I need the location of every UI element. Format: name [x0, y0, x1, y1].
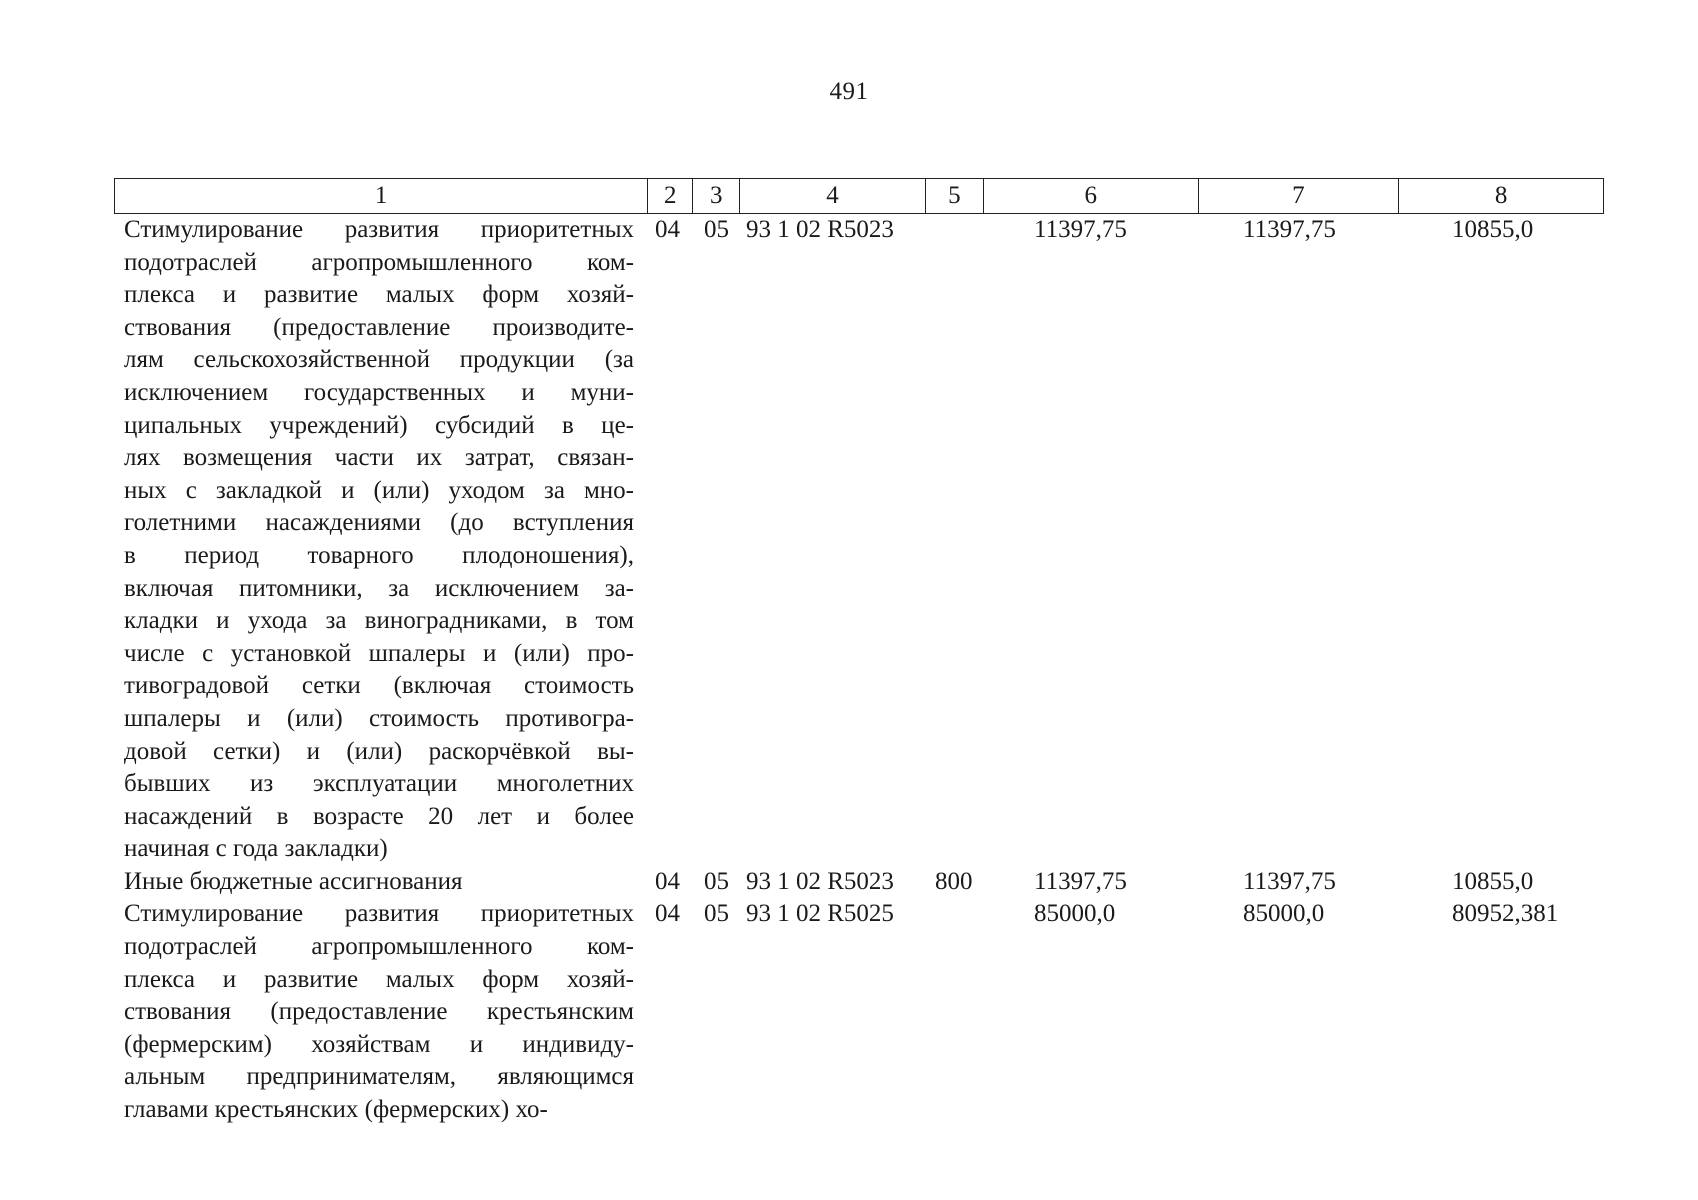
row-name-line: (фермерским) хозяйствам и индивиду- [124, 1030, 634, 1058]
page-number: 491 [829, 78, 869, 105]
subsection-code: 05 [704, 867, 729, 895]
amount-col-7: 11397,75 [1243, 867, 1336, 895]
row-name-line: числе с установкой шпалеры и (или) про- [124, 639, 634, 667]
column-number-header [114, 178, 1604, 214]
table-body [0, 214, 1698, 1127]
row-name-line: ствования (предоставление производите- [124, 313, 634, 341]
row-name-line: лях возмещения части их затрат, связан- [124, 444, 634, 472]
amount-col-8: 10855,0 [1452, 867, 1534, 895]
row-name [124, 214, 634, 866]
section-code: 04 [655, 867, 680, 895]
amount-col-7: 85000,0 [1243, 900, 1325, 928]
row-name-line: альным предпринимателям, являющимся [124, 1063, 634, 1091]
row-name-line: ципальных учреждений) субсидий в це- [124, 411, 634, 439]
amount-col-6: 85000,0 [1034, 900, 1116, 928]
row-name-line: ных с закладкой и (или) уходом за мно- [124, 476, 634, 504]
amount-col-8: 80952,381 [1452, 900, 1559, 928]
expense-type-code: 800 [935, 867, 973, 895]
header-col-2: 2 [648, 179, 693, 213]
amount-col-6: 11397,75 [1034, 216, 1127, 243]
row-name-line: плекса и развитие малых форм хозяй- [124, 965, 634, 993]
row-name-line: исключением государственных и муни- [124, 378, 634, 406]
target-article-code: 93 1 02 R5023 [746, 867, 894, 895]
row-name-line: начиная с года закладки) [124, 835, 388, 863]
header-col-4: 4 [740, 179, 926, 213]
row-name-line: голетними насаждениями (до вступления [124, 509, 634, 537]
row-name-line: Иные бюджетные ассигнования [124, 867, 463, 895]
row-name-line: подотраслей агропромышленного ком- [124, 248, 634, 276]
header-col-7: 7 [1199, 179, 1400, 213]
row-name-line: тивоградовой сетки (включая стоимость [124, 672, 634, 700]
row-name-line: бывших из эксплуатации многолетних [124, 770, 634, 798]
header-col-8: 8 [1494, 182, 1508, 209]
header-col-6: 6 [984, 179, 1199, 213]
row-name-line: лям сельскохозяйственной продукции (за [124, 346, 634, 374]
row-name-line: Стимулирование развития приоритетных [124, 900, 634, 928]
row-name-line: шпалеры и (или) стоимость противогра- [124, 704, 634, 732]
target-article-code: 93 1 02 R5023 [746, 216, 894, 243]
row-name-line: главами крестьянских (фермерских) хо- [124, 1096, 548, 1124]
amount-col-7: 11397,75 [1243, 216, 1336, 243]
row-name [124, 866, 634, 899]
row-name-line: включая питомники, за исключением за- [124, 574, 634, 602]
target-article-code: 93 1 02 R5025 [746, 900, 894, 928]
row-name [124, 898, 634, 1126]
subsection-code: 05 [704, 900, 729, 928]
row-name-line: в период товарного плодоношения), [124, 541, 634, 569]
section-code: 04 [655, 900, 680, 928]
table-row [0, 898, 1698, 1126]
row-name-line: насаждений в возрасте 20 лет и более [124, 802, 634, 830]
section-code: 04 [655, 216, 680, 243]
row-name-line: подотраслей агропромышленного ком- [124, 933, 634, 961]
amount-col-6: 11397,75 [1034, 867, 1127, 895]
amount-col-8: 10855,0 [1452, 216, 1534, 243]
row-name-line: Стимулирование развития приоритетных [124, 216, 634, 243]
row-name-line: плекса и развитие малых форм хозяй- [124, 281, 634, 309]
header-col-5: 5 [926, 179, 984, 213]
row-name-line: ствования (предоставление крестьянским [124, 998, 634, 1026]
header-col-3: 3 [693, 179, 740, 213]
subsection-code: 05 [704, 216, 729, 243]
table-row [0, 866, 1698, 899]
header-col-1: 1 [115, 179, 648, 213]
table-row [0, 214, 1698, 866]
row-name-line: кладки и ухода за виноградниками, в том [124, 607, 634, 635]
row-name-line: довой сетки) и (или) раскорчёвкой вы- [124, 737, 634, 765]
